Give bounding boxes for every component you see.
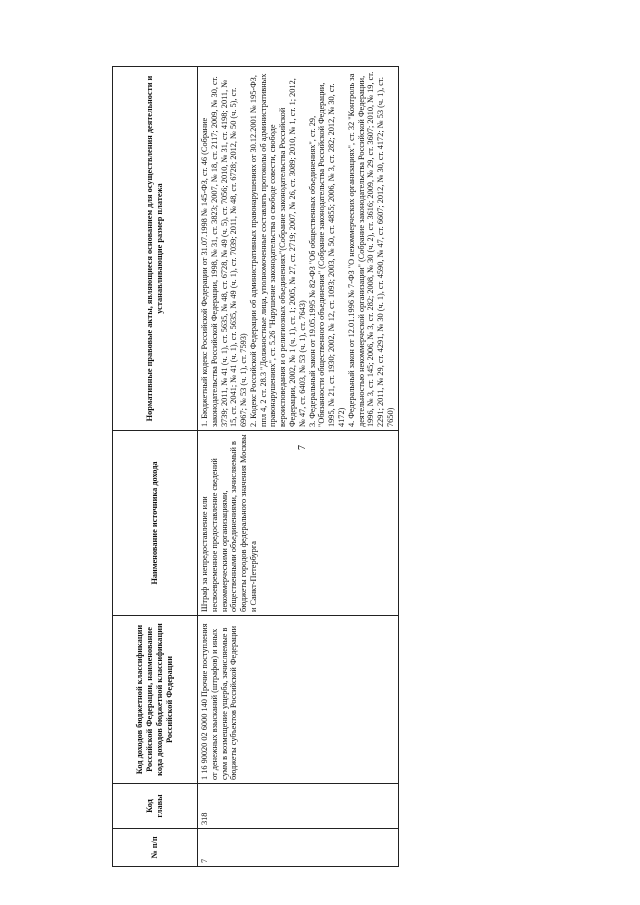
cell-no: 7 (198, 829, 399, 867)
legal-act-1: 1. Бюджетный кодекс Российской Федерации от 31.07.1998 № 145-ФЗ, ст. 46 (Собрание законодательства Российской Федерации, 1998, № 31, ст. 3823; 2007, № 18, ст. 2117; 2009, № 30, ст. 3739; 2011, № 41 (ч. 1), ст. 5635, № 48, ст. 6728, № 49 (ч. 5), ст. 7056; 2010, № 31, ст. 4198; 2011, № 15, ст. 2041; № 41 (ч. 1), ст. 5635, № 49 (ч. 1), ст. 7039; 2011, № 48, ст. 6728; 2012, № 50 (ч. 5), ст. 6967; № 53 (ч. 1), ст. 7593) (200, 76, 249, 427)
cell-income-source: Штраф за непредоставление или несвоевременное предоставление сведений некоммерческими организациями, общественными объединениями, зачисляемый в бюджеты городов федерального значения Москвы и Санкт-Петербурга (198, 431, 399, 616)
legal-act-3: 3. Федеральный закон от 19.05.1995 № 82-ФЗ "Об общественных объединениях", ст. 29, "Обязанности общественного объединения" (Собрание законодательства Российской Федерации, 1995, № 21, ст. 1930; 2002, № 12, ст. 1093; 2003, № 50, ст. 4855; 2006, № 3, ст. 282; 2012, № 30, ст. 4172) (307, 82, 346, 427)
header-legal-acts: Нормативные правовые акты, являющиеся основанием для осуществления деятельности и устанавливающие размер платежа (113, 67, 198, 431)
header-income-code: Код доходов бюджетной классификации Российской Федерации, наименование кода доходов бюджетной классификации Российской Федерации (113, 616, 198, 784)
header-income-source: Наименование источника дохода (113, 431, 198, 616)
cell-legal-acts (198, 67, 399, 431)
table-header-row (113, 67, 198, 867)
income-sources-table (112, 66, 399, 867)
header-no: № п/п (113, 829, 198, 867)
table-row (198, 67, 399, 867)
page-number: 7 (297, 445, 308, 450)
rotated-table-wrapper (112, 67, 395, 867)
cell-income-code: 1 16 90020 02 6000 140 Прочие поступления от денежных взысканий (штрафов) и иных сумм в возмещение ущерба, зачисляемые в бюджеты субъектов Российской Федерации (198, 616, 399, 784)
header-chapter-code: Код главы (113, 784, 198, 829)
legal-act-2: 2. Кодекс Российской Федерации об административных правонарушениях от 30.12.2001 № 195-ФЗ, ппл 4, 2 ст. 28.3 "Должностные лица, уполномоченные составлять протоколы об административных правонарушениях", ст. 5.26 "Нарушение законодательства о свободе совести, свободе вероисповедания и о религиозных объединениях"(Собрание законодательства Российской Федерации, 2002, № 1 (ч. 1), ст. 1; 2005, № 27, ст. 2719; 2007, № 26, ст. 3089; 2010, № 1, ст. 1; 2012, № 47, ст. 6403, № 53 (ч. 1), ст. 7643) (248, 73, 307, 427)
legal-act-4: 4. Федеральный закон от 12.01.1996 № 7-ФЗ "О некоммерческих организациях", ст. 32 "Контроль за деятельностью некоммерческой организации" (Собрание законодательства Российской Федерации, 1996, № 3, ст. 145; 2006, № 3, ст. 282; 2008, № 30 (ч. 2), ст. 3616; 2009, № 29, ст. 3607; 2010, № 19, ст. 2291; 2011, № 29, ст. 4291, № 30 (ч. 1), ст. 4590, № 47, ст. 6607; 2012, № 30, ст. 4172; № 53 (ч. 1), ст. 7650) (346, 71, 395, 427)
cell-chapter-code: 318 (198, 784, 399, 829)
